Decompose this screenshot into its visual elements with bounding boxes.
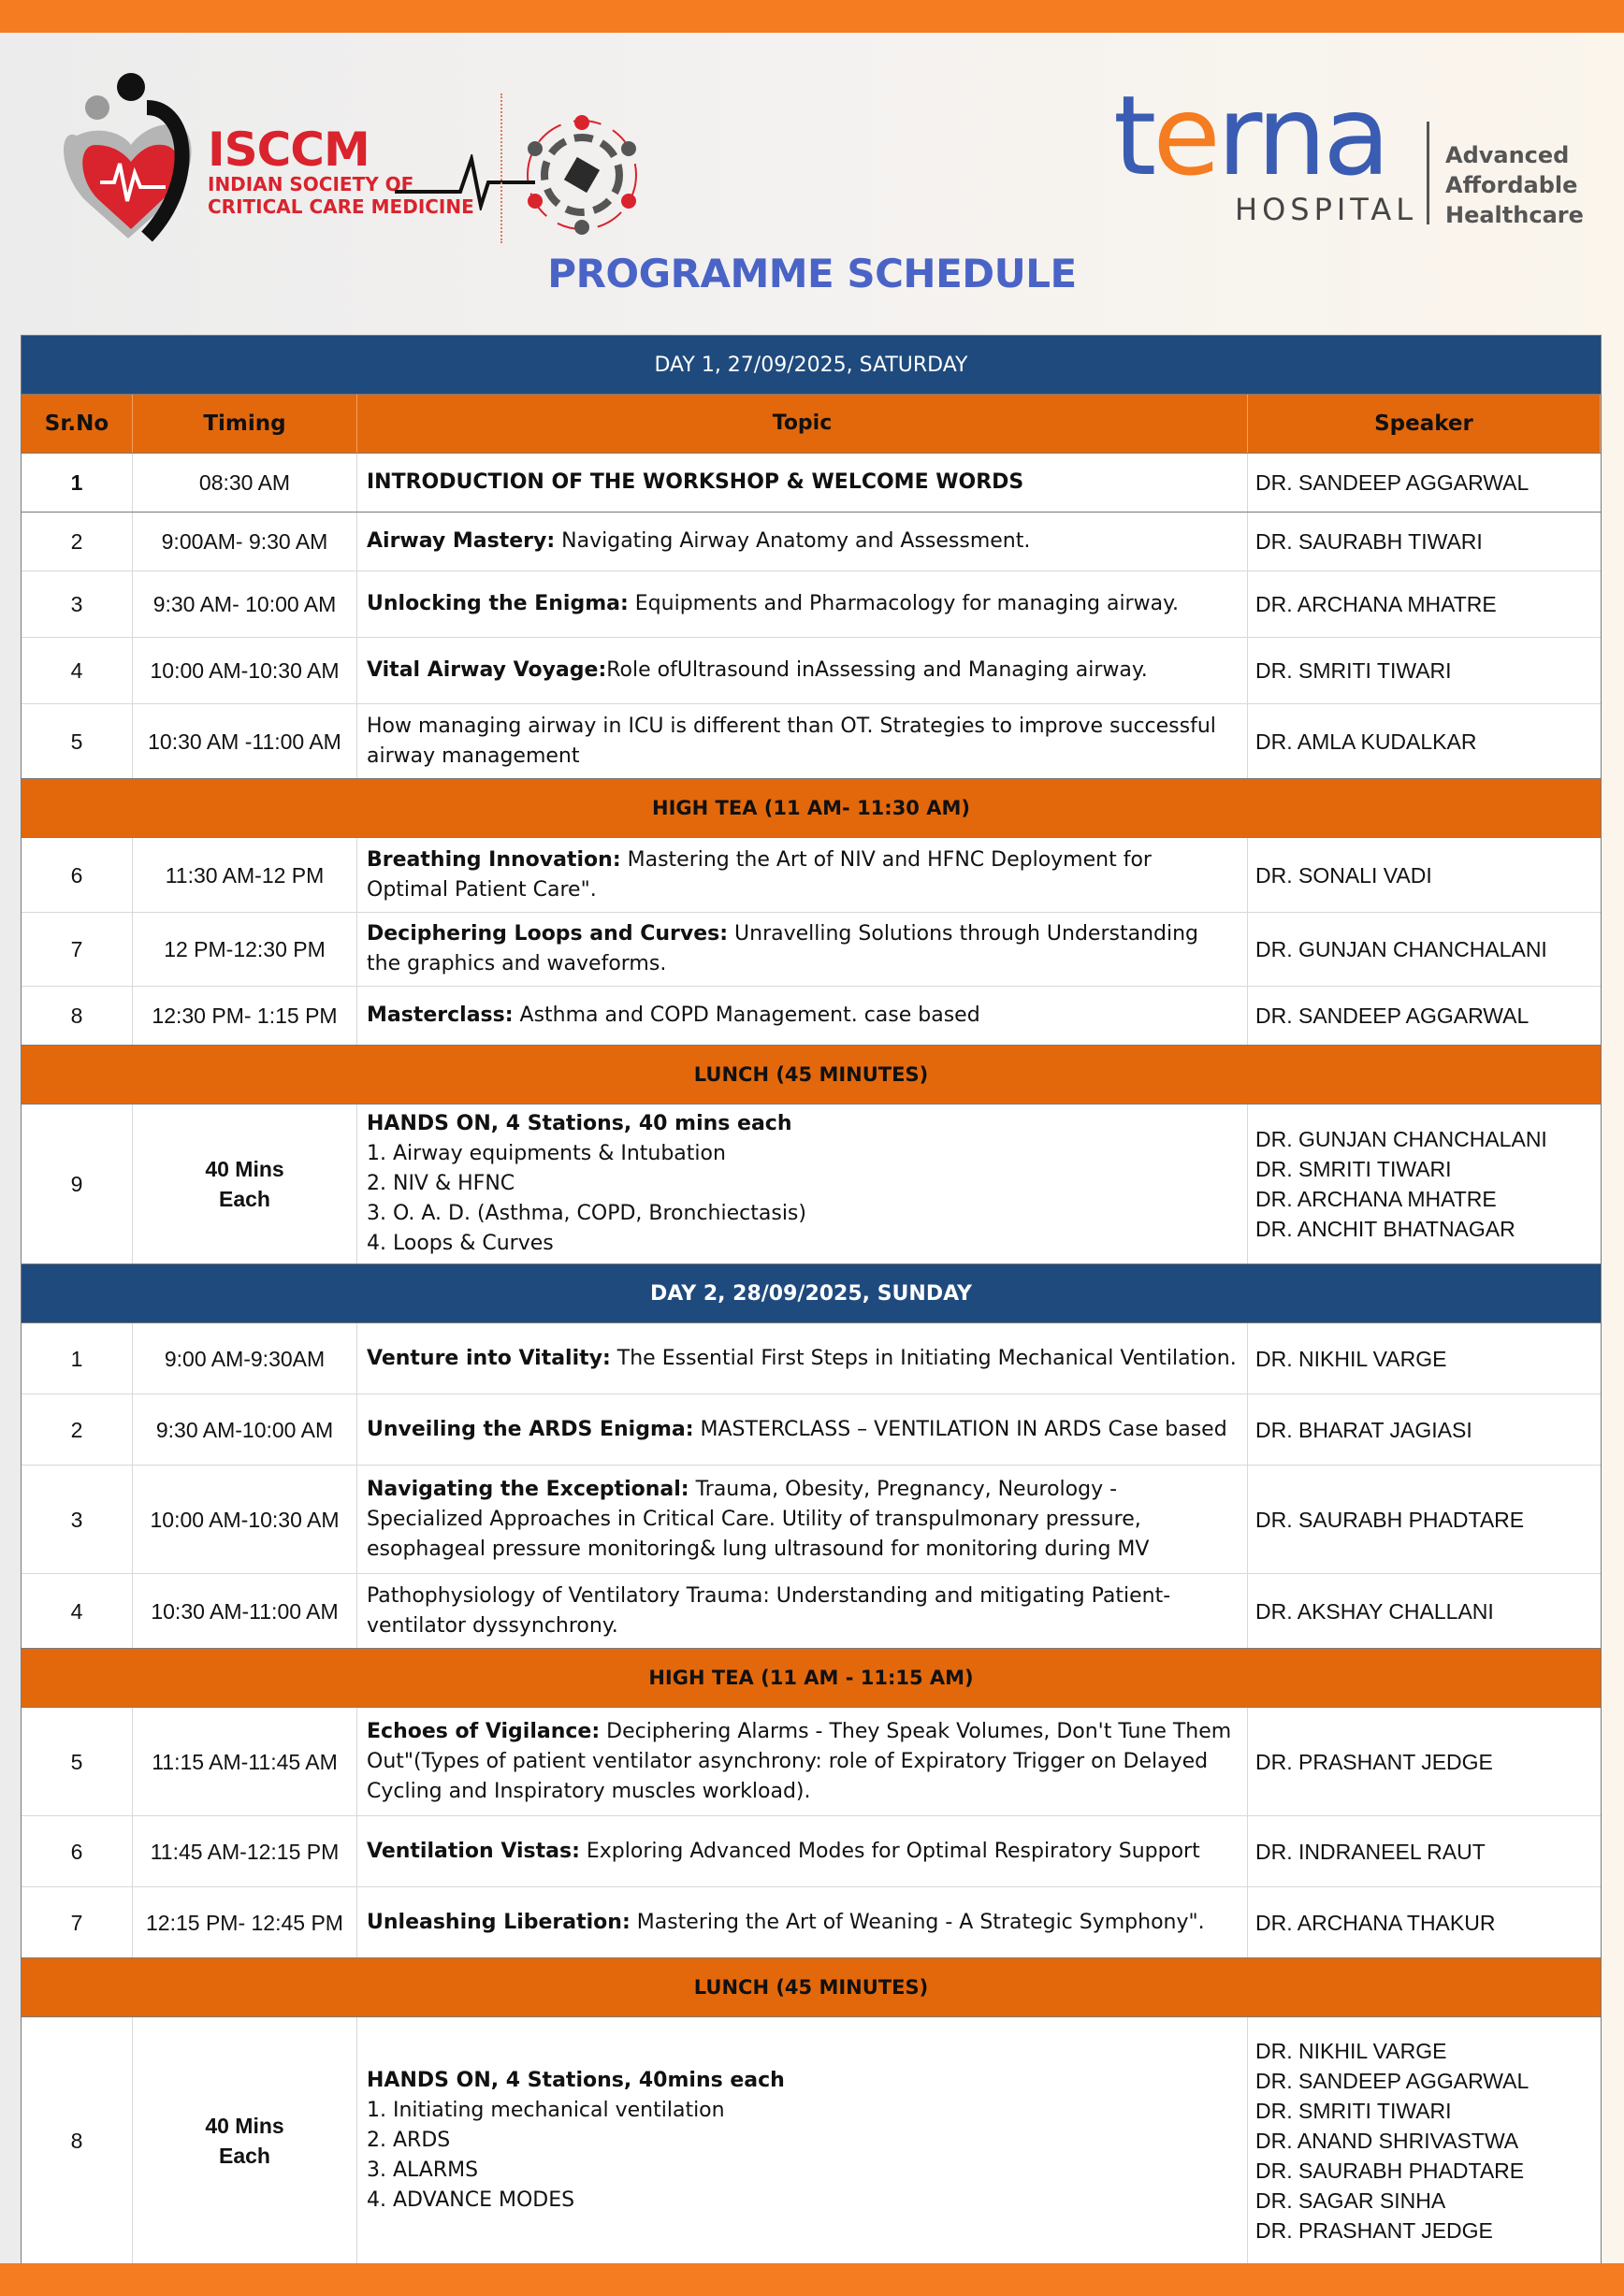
topic-text: Exploring Advanced Modes for Optimal Respiratory Support bbox=[579, 1839, 1200, 1863]
row-timing: 12:15 PM- 12:45 PM bbox=[133, 1887, 357, 1957]
row-topic bbox=[357, 513, 1248, 570]
isccm-name-line2: CRITICAL CARE MEDICINE bbox=[208, 195, 474, 218]
row-number: 2 bbox=[22, 513, 133, 570]
row-timing: 10:30 AM-11:00 AM bbox=[133, 1574, 357, 1648]
row-topic bbox=[357, 1574, 1248, 1648]
terna-tagline-2: Affordable bbox=[1445, 172, 1578, 198]
row-speaker bbox=[1248, 1105, 1601, 1264]
top-accent-bar bbox=[0, 0, 1624, 33]
topic-text: Navigating Airway Anatomy and Assessment. bbox=[555, 529, 1031, 553]
topic-text: MASTERCLASS – VENTILATION IN ARDS Case based bbox=[693, 1417, 1227, 1441]
col-srno: Sr.No bbox=[22, 395, 133, 453]
topic-bold: Navigating the Exceptional: bbox=[367, 1477, 689, 1501]
row-timing: 9:00AM- 9:30 AM bbox=[133, 513, 357, 570]
lunch-row: LUNCH (45 MINUTES) bbox=[22, 1958, 1601, 2017]
row-topic bbox=[357, 638, 1248, 703]
row-number: 3 bbox=[22, 571, 133, 637]
topic-text: Trauma, Obesity, Pregnancy, Neurology - Specialized Approaches in Critical Care. Utility of transpulmonary pressure, esophageal pressure monitoring& lung ultrasound for monitoring during MV bbox=[367, 1477, 1150, 1561]
station-item: 3. ALARMS bbox=[367, 2159, 479, 2182]
row-timing: 11:45 AM-12:15 PM bbox=[133, 1816, 357, 1886]
row-speaker bbox=[1248, 2017, 1601, 2264]
speaker-name: DR. ARCHANA MHATRE bbox=[1255, 1187, 1497, 1211]
row-topic bbox=[357, 1816, 1248, 1886]
station-item: 1. Initiating mechanical ventilation bbox=[367, 2099, 725, 2122]
row-timing: 12 PM-12:30 PM bbox=[133, 913, 357, 986]
col-topic: Topic bbox=[357, 395, 1248, 453]
table-row bbox=[22, 1323, 1601, 1394]
row-topic bbox=[357, 1394, 1248, 1465]
topic-bold: Ventilation Vistas: bbox=[367, 1839, 580, 1863]
lunch-row: LUNCH (45 MINUTES) bbox=[22, 1046, 1601, 1105]
row-number: 5 bbox=[22, 704, 133, 778]
row-timing: 10:00 AM-10:30 AM bbox=[133, 1466, 357, 1573]
topic-text: Asthma and COPD Management. case based bbox=[513, 1004, 980, 1027]
speaker-name: DR. PRASHANT JEDGE bbox=[1255, 2218, 1493, 2243]
row-topic bbox=[357, 454, 1248, 512]
row-timing: 08:30 AM bbox=[133, 454, 357, 512]
row-timing: 11:15 AM-11:45 AM bbox=[133, 1708, 357, 1815]
hands-on-heading: HANDS ON, 4 Stations, 40mins each bbox=[367, 2069, 785, 2092]
row-topic bbox=[357, 1887, 1248, 1957]
speaker-name: DR. ANCHIT BHATNAGAR bbox=[1255, 1217, 1515, 1241]
row-timing: 9:00 AM-9:30AM bbox=[133, 1323, 357, 1393]
page-title: PROGRAMME SCHEDULE bbox=[547, 251, 1077, 296]
topic-text: Equipments and Pharmacology for managing airway. bbox=[628, 592, 1179, 615]
row-speaker: DR. AMLA KUDALKAR bbox=[1255, 729, 1477, 754]
row-topic bbox=[357, 1466, 1248, 1573]
topic-text: Mastering the Art of NIV and HFNC Deployment for Optimal Patient Care". bbox=[367, 847, 1152, 902]
topic-text: Unravelling Solutions through Understanding the graphics and waveforms. bbox=[367, 922, 1198, 975]
topic-bold: Venture into Vitality: bbox=[367, 1346, 611, 1370]
row-timing: 10:00 AM-10:30 AM bbox=[133, 638, 357, 703]
row-number: 8 bbox=[22, 987, 133, 1045]
row-speaker: DR. NIKHIL VARGE bbox=[1255, 1346, 1447, 1371]
row-speaker: DR. SAURABH PHADTARE bbox=[1255, 1507, 1525, 1532]
terna-hospital-logo bbox=[1113, 71, 1584, 234]
timing-line2: Each bbox=[219, 1187, 270, 1211]
row-number: 6 bbox=[22, 1816, 133, 1886]
row-topic bbox=[357, 913, 1248, 986]
topic-bold: Deciphering Loops and Curves: bbox=[367, 922, 729, 946]
terna-hospital-label: HOSPITAL bbox=[1235, 192, 1418, 227]
table-row bbox=[22, 1394, 1601, 1466]
station-item: 3. O. A. D. (Asthma, COPD, Bronchiectasis) bbox=[367, 1202, 806, 1225]
row-topic bbox=[357, 1323, 1248, 1393]
row-speaker: DR. SMRITI TIWARI bbox=[1255, 658, 1452, 683]
table-row bbox=[22, 987, 1601, 1046]
table-row bbox=[22, 1466, 1601, 1574]
speaker-name: DR. ANAND SHRIVASTWA bbox=[1255, 2129, 1519, 2153]
topic-bold: Echoes of Vigilance: bbox=[367, 1719, 601, 1743]
row-number: 8 bbox=[22, 2017, 133, 2264]
row-number: 1 bbox=[22, 1323, 133, 1393]
table-row bbox=[22, 571, 1601, 638]
row-timing: 9:30 AM- 10:00 AM bbox=[133, 571, 357, 637]
hands-on-row bbox=[22, 2017, 1601, 2264]
row-number: 7 bbox=[22, 913, 133, 986]
col-speaker: Speaker bbox=[1248, 395, 1601, 453]
break-row: HIGH TEA (11 AM - 11:15 AM) bbox=[22, 1649, 1601, 1708]
timing-line2: Each bbox=[219, 2144, 270, 2168]
humanization-logo bbox=[510, 108, 655, 243]
terna-wordmark bbox=[1113, 71, 1387, 200]
table-row bbox=[22, 1816, 1601, 1887]
topic-bold: Unveiling the ARDS Enigma: bbox=[367, 1417, 694, 1441]
station-item: 4. Loops & Curves bbox=[367, 1232, 554, 1255]
row-topic bbox=[357, 838, 1248, 912]
break-row: HIGH TEA (11 AM- 11:30 AM) bbox=[22, 779, 1601, 838]
table-row bbox=[22, 1887, 1601, 1958]
humanization-emblem-icon bbox=[510, 108, 655, 243]
terna-tagline-1: Advanced bbox=[1445, 142, 1570, 168]
topic-bold: Breathing Innovation: bbox=[367, 847, 621, 872]
row-timing: 10:30 AM -11:00 AM bbox=[133, 704, 357, 778]
speaker-name: DR. SAURABH PHADTARE bbox=[1255, 2159, 1525, 2183]
row-number: 3 bbox=[22, 1466, 133, 1573]
row-speaker: DR. BHARAT JAGIASI bbox=[1255, 1417, 1472, 1442]
row-timing: 12:30 PM- 1:15 PM bbox=[133, 987, 357, 1045]
row-topic bbox=[357, 571, 1248, 637]
speaker-name: DR. SAGAR SINHA bbox=[1255, 2188, 1446, 2213]
row-speaker: DR. SONALI VADI bbox=[1255, 862, 1432, 888]
row-speaker: DR. ARCHANA MHATRE bbox=[1255, 592, 1497, 616]
row-speaker: DR. PRASHANT JEDGE bbox=[1255, 1749, 1493, 1774]
row-timing: 11:30 AM-12 PM bbox=[133, 838, 357, 912]
topic-bold: Vital Airway Voyage: bbox=[367, 658, 607, 682]
row-topic bbox=[357, 2017, 1248, 2264]
isccm-logo bbox=[58, 70, 488, 248]
row-speaker: DR. SANDEEP AGGARWAL bbox=[1255, 1004, 1530, 1028]
row-number: 6 bbox=[22, 838, 133, 912]
row-number: 9 bbox=[22, 1105, 133, 1264]
day2-header: DAY 2, 28/09/2025, SUNDAY bbox=[22, 1264, 1601, 1323]
day1-header: DAY 1, 27/09/2025, SATURDAY bbox=[22, 336, 1601, 395]
isccm-name-line1: INDIAN SOCIETY OF bbox=[208, 173, 414, 195]
row-timing: 9:30 AM-10:00 AM bbox=[133, 1394, 357, 1465]
row-speaker: DR. SANDEEP AGGARWAL bbox=[1255, 470, 1530, 495]
table-row bbox=[22, 1708, 1601, 1816]
row-number: 4 bbox=[22, 1574, 133, 1648]
row-speaker: DR. INDRANEEL RAUT bbox=[1255, 1839, 1486, 1864]
topic-text: Mastering the Art of Weaning - A Strategic Symphony". bbox=[630, 1910, 1205, 1934]
logo-divider bbox=[500, 94, 502, 243]
topic-text: Deciphering Alarms - They Speak Volumes, Don't Tune Them Out"(Types of patient ventilator asynchrony: role of Expiratory Trigger on Delayed Cycling and Inspiratory muscles workload). bbox=[367, 1719, 1232, 1803]
topic-text: The Essential First Steps in Initiating Mechanical Ventilation. bbox=[610, 1346, 1237, 1370]
schedule-table bbox=[21, 335, 1602, 2265]
terna-tagline-3: Healthcare bbox=[1445, 202, 1584, 228]
row-speaker: DR. ARCHANA THAKUR bbox=[1255, 1910, 1496, 1935]
table-row bbox=[22, 1574, 1601, 1649]
heart-figure-icon bbox=[58, 70, 208, 248]
row-number: 7 bbox=[22, 1887, 133, 1957]
speaker-name: DR. SMRITI TIWARI bbox=[1255, 1157, 1452, 1181]
row-topic bbox=[357, 704, 1248, 778]
speaker-name: DR. NIKHIL VARGE bbox=[1255, 2039, 1447, 2063]
hands-on-row bbox=[22, 1105, 1601, 1264]
station-item: 2. NIV & HFNC bbox=[367, 1172, 515, 1195]
topic-text: How managing airway in ICU is different than OT. Strategies to improve successful airway management bbox=[367, 714, 1216, 768]
table-row bbox=[22, 454, 1601, 513]
row-speaker: DR. GUNJAN CHANCHALANI bbox=[1255, 937, 1547, 961]
topic-bold: Airway Mastery: bbox=[367, 529, 556, 553]
terna-letters-rna: rna bbox=[1216, 71, 1387, 200]
bottom-accent-bar bbox=[0, 2263, 1624, 2296]
topic-bold: INTRODUCTION OF THE WORKSHOP & WELCOME WORDS bbox=[367, 470, 1024, 494]
table-row bbox=[22, 838, 1601, 913]
row-number: 4 bbox=[22, 638, 133, 703]
isccm-abbreviation: ISCCM bbox=[208, 123, 370, 177]
terna-letter-t: t bbox=[1113, 71, 1153, 200]
topic-bold: Unleashing Liberation: bbox=[367, 1910, 631, 1934]
hands-on-heading: HANDS ON, 4 Stations, 40 mins each bbox=[367, 1112, 792, 1135]
row-topic bbox=[357, 987, 1248, 1045]
station-item: 2. ARDS bbox=[367, 2129, 451, 2152]
table-row bbox=[22, 913, 1601, 987]
table-row bbox=[22, 513, 1601, 571]
row-topic bbox=[357, 1708, 1248, 1815]
row-timing bbox=[133, 1105, 357, 1264]
topic-bold: Masterclass: bbox=[367, 1004, 514, 1027]
table-row bbox=[22, 704, 1601, 779]
terna-letter-e: e bbox=[1153, 71, 1217, 200]
row-speaker: DR. SAURABH TIWARI bbox=[1255, 529, 1483, 554]
row-speaker: DR. AKSHAY CHALLANI bbox=[1255, 1598, 1494, 1624]
col-timing: Timing bbox=[133, 395, 357, 453]
station-item: 1. Airway equipments & Intubation bbox=[367, 1142, 726, 1165]
row-number: 2 bbox=[22, 1394, 133, 1465]
timing-line1: 40 Mins bbox=[205, 1157, 284, 1181]
row-number: 5 bbox=[22, 1708, 133, 1815]
topic-text: Pathophysiology of Ventilatory Trauma: Understanding and mitigating Patient-ventilator dyssynchrony. bbox=[367, 1583, 1171, 1638]
station-item: 4. ADVANCE MODES bbox=[367, 2188, 575, 2212]
topic-text: Role ofUltrasound inAssessing and Managing airway. bbox=[606, 658, 1148, 682]
column-header-row bbox=[22, 395, 1601, 454]
speaker-name: DR. SANDEEP AGGARWAL bbox=[1255, 2069, 1530, 2093]
row-number: 1 bbox=[22, 454, 133, 512]
speaker-name: DR. SMRITI TIWARI bbox=[1255, 2099, 1452, 2123]
row-timing bbox=[133, 2017, 357, 2264]
topic-bold: Unlocking the Enigma: bbox=[367, 592, 629, 615]
terna-separator bbox=[1427, 122, 1429, 224]
table-row bbox=[22, 638, 1601, 704]
row-topic bbox=[357, 1105, 1248, 1264]
timing-line1: 40 Mins bbox=[205, 2114, 284, 2138]
speaker-name: DR. GUNJAN CHANCHALANI bbox=[1255, 1127, 1547, 1151]
